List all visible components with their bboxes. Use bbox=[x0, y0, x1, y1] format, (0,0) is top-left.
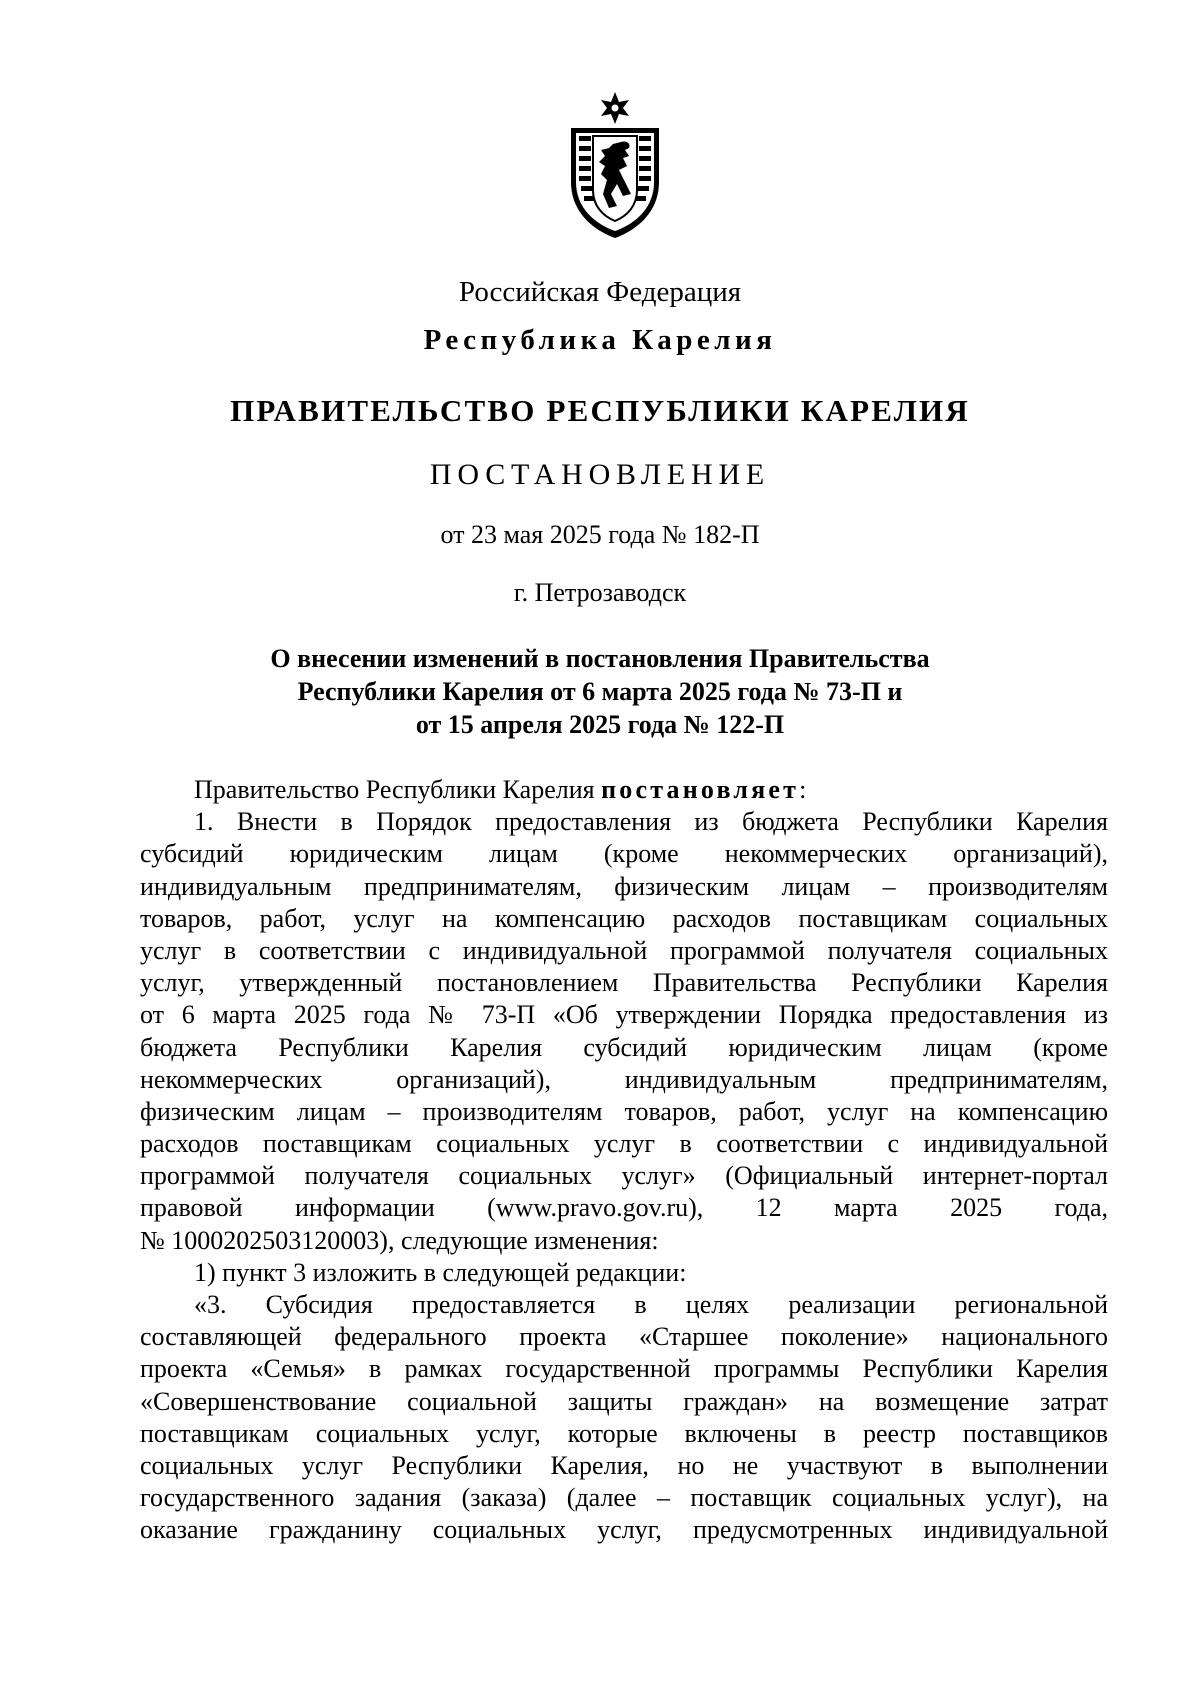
body-line: № 1000202503120003), следующие изменения: bbox=[140, 1225, 659, 1255]
body-line: услуг, утвержденный постановлением Правительства Республики Карелия bbox=[140, 968, 1108, 998]
title-line: О внесении изменений в постановления Правительства bbox=[270, 644, 930, 673]
body-line: 1. Внести в Порядок предоставления из бюджета Республики Карелия bbox=[194, 807, 1108, 837]
karelia-coat-of-arms-icon bbox=[565, 90, 665, 240]
title-line: от 15 апреля 2025 года № 122-П bbox=[415, 710, 785, 739]
body-line: проекта «Семья» в рамках государственной программы Республики Карелия bbox=[140, 1354, 1108, 1384]
document-type: ПОСТАНОВЛЕНИЕ bbox=[429, 458, 771, 491]
body-line: индивидуальным предпринимателям, физическим лицам – производителям bbox=[140, 871, 1108, 901]
body-line: составляющей федерального проекта «Старшее поколение» национального bbox=[140, 1322, 1108, 1352]
body-line: субсидий юридическим лицам (кроме некоммерческих организаций), bbox=[140, 839, 1108, 869]
body-line: «3. Субсидия предоставляется в целях реализации региональной bbox=[194, 1290, 1108, 1319]
body-line: некоммерческих организаций), индивидуальным предпринимателям, bbox=[140, 1064, 1108, 1094]
title-line: Республики Карелия от 6 марта 2025 года № 73-П и bbox=[297, 677, 903, 706]
preamble-keyword: постановляет bbox=[601, 775, 800, 804]
federation-name: Российская Федерация bbox=[458, 276, 742, 308]
body-line: оказание гражданину социальных услуг, предусмотренных индивидуальной bbox=[140, 1515, 1108, 1545]
preamble-line bbox=[140, 774, 1108, 806]
body-line: правовой информации (www.pravo.gov.ru), 12 марта 2025 года, bbox=[140, 1193, 1108, 1223]
body-line: бюджета Республики Карелия субсидий юридическим лицам (кроме bbox=[140, 1032, 1108, 1062]
body-line: программой получателя социальных услуг» (Официальный интернет-портал bbox=[140, 1161, 1108, 1191]
body-line: государственного задания (заказа) (далее – поставщик социальных услуг), на bbox=[140, 1483, 1108, 1513]
body-line: «Совершенствование социальной защиты граждан» на возмещение затрат bbox=[140, 1386, 1108, 1416]
document-date-number: от 23 мая 2025 года № 182-П bbox=[440, 520, 760, 549]
body-line: услуг в соответствии с индивидуальной программой получателя социальных bbox=[140, 935, 1108, 965]
body-line: поставщикам социальных услуг, которые включены в реестр поставщиков bbox=[140, 1418, 1108, 1448]
preamble-colon: : bbox=[799, 775, 807, 804]
body-line: товаров, работ, услуг на компенсацию расходов поставщикам социальных bbox=[140, 903, 1108, 933]
document-city: г. Петрозаводск bbox=[513, 578, 687, 607]
body-line: 1) пункт 3 изложить в следующей редакции: bbox=[194, 1257, 687, 1287]
document-body bbox=[140, 774, 1108, 1547]
body-line: расходов поставщикам социальных услуг в соответствии с индивидуальной bbox=[140, 1129, 1108, 1159]
body-line: от 6 марта 2025 года № 73-П «Об утверждении Порядка предоставления из bbox=[140, 1000, 1108, 1030]
republic-name: Республика Карелия bbox=[423, 324, 777, 356]
body-line: социальных услуг Республики Карелия, но не участвуют в выполнении bbox=[140, 1450, 1108, 1480]
government-name: ПРАВИТЕЛЬСТВО РЕСПУБЛИКИ КАРЕЛИЯ bbox=[230, 393, 970, 428]
document-title bbox=[0, 642, 1200, 741]
preamble-text: Правительство Республики Карелия bbox=[194, 775, 595, 804]
body-line: физическим лицам – производителям товаров, работ, услуг на компенсацию bbox=[140, 1096, 1108, 1126]
